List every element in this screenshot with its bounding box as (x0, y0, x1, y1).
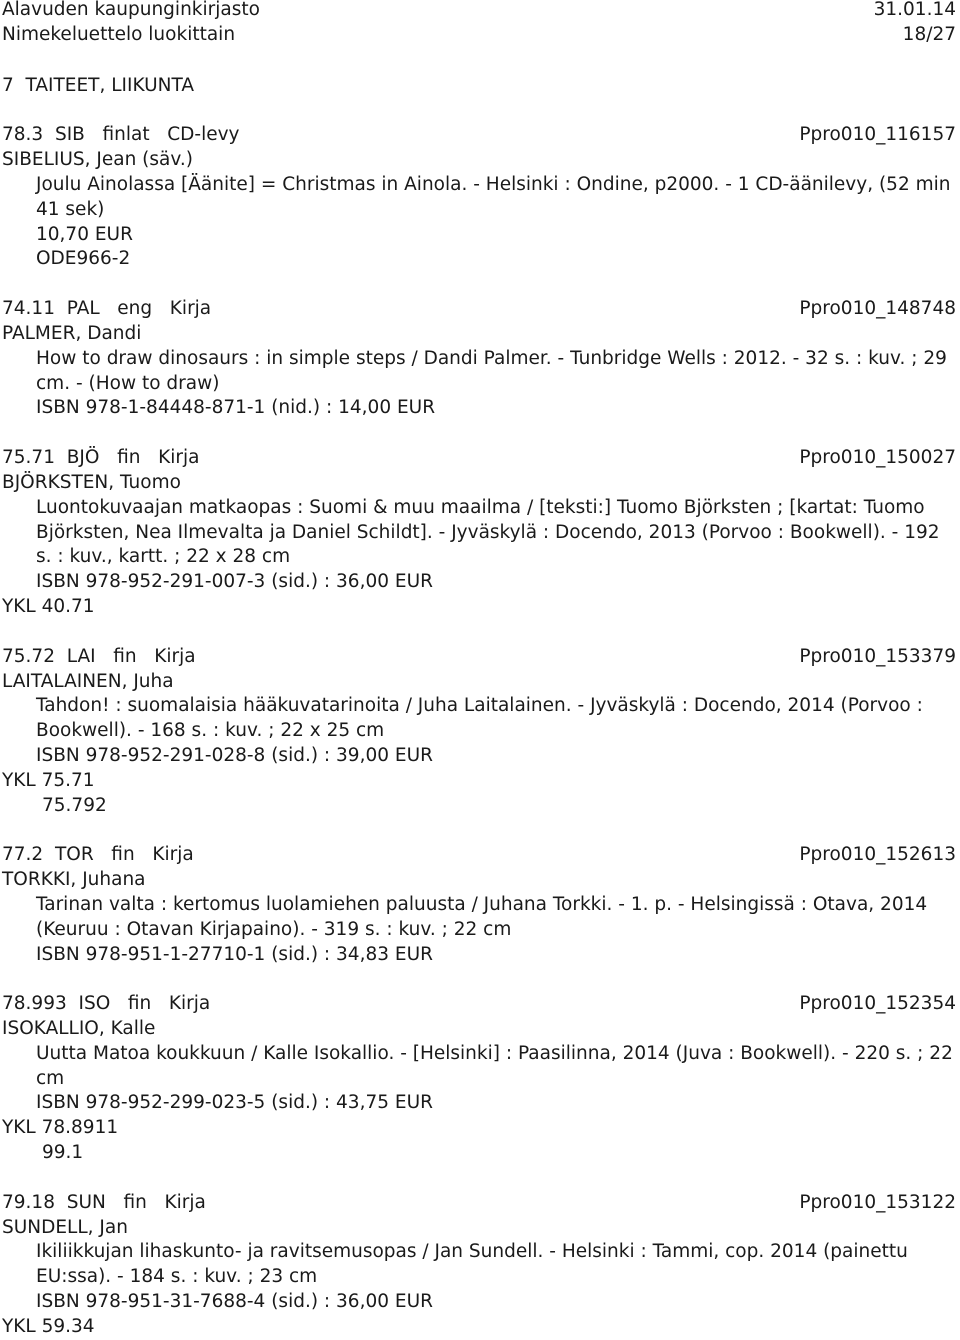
entry-class-code: 75.71 BJÖ fin Kirja (2, 447, 200, 469)
entry-id: Ppro010_152613 (799, 844, 956, 866)
entry-class-code: 78.3 SIB finlat CD-levy (2, 124, 240, 146)
entry-ykl-class: 99.1 (42, 1142, 84, 1164)
entry-author: LAITALAINEN, Juha (2, 670, 174, 692)
entry-code-row (0, 645, 960, 670)
entry-isbn: ISBN 978-951-1-27710-1 (sid.) : 34,83 EUR (36, 943, 433, 965)
entry-author-row (0, 148, 960, 173)
entry-author: ISOKALLIO, Kalle (2, 1018, 156, 1040)
entry-class-code: 74.11 PAL eng Kirja (2, 298, 212, 320)
entry-ykl (0, 595, 960, 620)
entry-description: Tarinan valta : kertomus luolamiehen paluusta / Juhana Torkki. - 1. p. - Helsingissä : Otava, 2014 (Keuruu : Otavan Kirjapaino). - 319 s. : kuv. ; 22 cm (36, 893, 928, 940)
entry-author: BJÖRKSTEN, Tuomo (2, 471, 181, 493)
library-name: Alavuden kaupunginkirjasto (2, 0, 260, 20)
entry-id: Ppro010_153379 (799, 645, 956, 667)
entry-id: Ppro010_153122 (799, 1191, 956, 1213)
list-title: Nimekeluettelo luokittain (2, 23, 236, 45)
entry-description: Uutta Matoa koukkuun / Kalle Isokallio. - [Helsinki] : Paasilinna, 2014 (Juva : Bookwell). - 220 s. ; 22 cm (36, 1042, 953, 1089)
entry-author-row (0, 1216, 960, 1241)
entry-ykl-class: YKL 40.71 (2, 595, 95, 617)
entry-isbn: ISBN 978-951-31-7688-4 (sid.) : 36,00 EUR (36, 1291, 433, 1313)
entry-isbn: ISBN 978-1-84448-871-1 (nid.) : 14,00 EUR (36, 397, 436, 419)
entry-author: SIBELIUS, Jean (säv.) (2, 149, 193, 171)
entry-description: Luontokuvaajan matkaopas : Suomi & muu maailma / [teksti:] Tuomo Björksten ; [kartat: Tuomo Björksten, Nea Ilmevalta ja Daniel Schildt]. - Jyväskylä : Docendo, 2013 (Porvoo : Bookwell). - 192 s. : kuv., kartt. ; 22 x 28 cm (36, 496, 940, 568)
page-header-row-1 (0, 0, 960, 23)
entry-id: Ppro010_152354 (799, 993, 956, 1015)
entry-ykl-class: YKL 75.71 (2, 769, 95, 791)
section-heading: 7 TAITEET, LIIKUNTA (2, 74, 195, 96)
entry-ykl (0, 769, 960, 794)
catalog-entry (0, 446, 960, 620)
entry-author: TORKKI, Juhana (2, 869, 146, 891)
entry-code-row (0, 123, 960, 148)
catalog-entry (0, 297, 960, 421)
entry-code-row (0, 992, 960, 1017)
entry-author: PALMER, Dandi (2, 322, 142, 344)
entry-id: Ppro010_150027 (799, 447, 956, 469)
entry-description: How to draw dinosaurs : in simple steps / Dandi Palmer. - Tunbridge Wells : 2012. - 32 s. : kuv. ; 29 cm. - (How to draw) (36, 347, 947, 394)
entry-class-code: 75.72 LAI fin Kirja (2, 645, 196, 667)
print-date: 31.01.14 (873, 0, 956, 20)
entry-price: 10,70 EUR (36, 223, 133, 245)
entry-author: SUNDELL, Jan (2, 1216, 128, 1238)
entry-author-row (0, 670, 960, 695)
entry-ykl-class: YKL 78.8911 (2, 1117, 119, 1139)
entry-code-row (0, 297, 960, 322)
entry-code-row (0, 446, 960, 471)
entry-class-code: 78.993 ISO fin Kirja (2, 993, 211, 1015)
catalog-entry (0, 843, 960, 967)
catalog-entry (0, 123, 960, 272)
entry-description: Ikiliikkujan lihaskunto- ja ravitsemusopas / Jan Sundell. - Helsinki : Tammi, cop. 2014 (painettu EU:ssa). - 184 s. : kuv. ; 23 cm (36, 1241, 908, 1288)
entry-author-row (0, 471, 960, 496)
entry-author-row (0, 322, 960, 347)
catalog-entry (0, 1191, 960, 1340)
entry-class-code: 79.18 SUN fin Kirja (2, 1191, 206, 1213)
entry-id: Ppro010_148748 (799, 298, 956, 320)
entry-isbn: ISBN 978-952-291-028-8 (sid.) : 39,00 EUR (36, 744, 433, 766)
entry-ykl (0, 1315, 960, 1340)
entry-code-row (0, 1191, 960, 1216)
entry-author-row (0, 868, 960, 893)
entry-description: Tahdon! : suomalaisia hääkuvatarinoita / Juha Laitalainen. - Jyväskylä : Docendo, 2014 (Porvoo : Bookwell). - 168 s. : kuv. ; 22 x 25 cm (36, 695, 923, 742)
entry-ykl-extra (0, 794, 960, 819)
entry-isbn: ISBN 978-952-291-007-3 (sid.) : 36,00 EUR (36, 571, 433, 593)
entry-id: Ppro010_116157 (799, 124, 956, 146)
entry-ykl-class: YKL 59.34 (2, 1315, 95, 1337)
entry-author-row (0, 1017, 960, 1042)
entry-code-row (0, 843, 960, 868)
entry-product-code: ODE966-2 (36, 248, 131, 270)
entry-ykl-class: 75.792 (42, 794, 107, 816)
page-number: 18/27 (902, 23, 956, 45)
entry-description: Joulu Ainolassa [Äänite] = Christmas in Ainola. - Helsinki : Ondine, p2000. - 1 CD-äänilevy, (52 min 41 sek) (36, 173, 951, 220)
entry-ykl (0, 1116, 960, 1141)
section-title (0, 74, 960, 99)
entry-ykl-extra (0, 1141, 960, 1166)
entry-class-code: 77.2 TOR fin Kirja (2, 844, 194, 866)
entry-isbn: ISBN 978-952-299-023-5 (sid.) : 43,75 EUR (36, 1092, 433, 1114)
catalog-entry (0, 645, 960, 819)
catalog-entry (0, 992, 960, 1166)
page-header-row-2 (0, 23, 960, 48)
